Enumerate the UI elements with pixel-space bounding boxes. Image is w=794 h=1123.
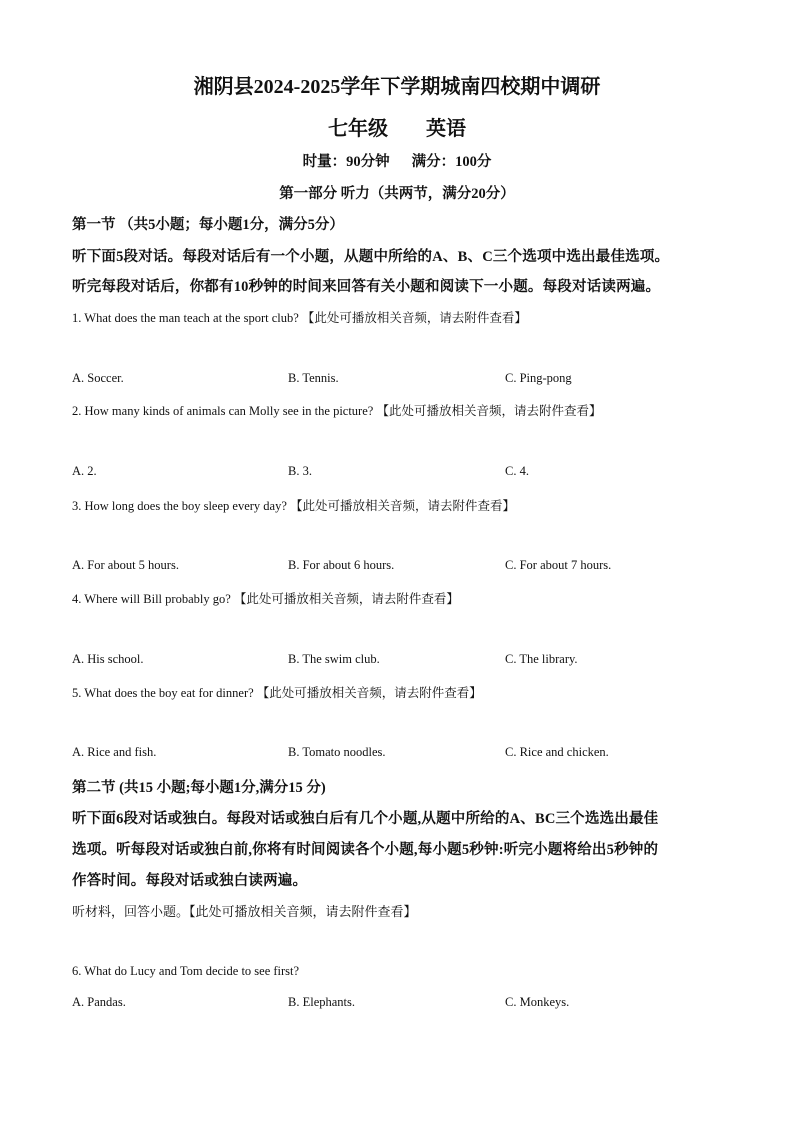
- question-6: 6. What do Lucy and Tom decide to see first?: [72, 964, 300, 978]
- q1-option-a: A. Soccer.: [72, 371, 124, 385]
- part-one-heading: 第一部分 听力（共两节，满分20分）: [279, 186, 515, 202]
- section-two-instruction-3: 作答时间。每段对话或独白读两遍。: [72, 873, 308, 889]
- q5-option-b: B. Tomato noodles.: [288, 745, 386, 759]
- question-5: 5. What does the boy eat for dinner? 【此处可播放相关音频，请去附件查看】: [72, 686, 482, 700]
- audio-note: 【此处可播放相关音频，请去附件查看】: [376, 404, 602, 418]
- q6-option-a: A. Pandas.: [72, 995, 126, 1009]
- audio-note: 【此处可播放相关音频，请去附件查看】: [256, 686, 482, 700]
- q4-option-c: C. The library.: [505, 652, 578, 666]
- grade-label: 七年级: [328, 118, 388, 140]
- section-one-instruction-2: 听完每段对话后，你都有10秒钟的时间来回答有关小题和阅读下一小题。每段对话读两遍。: [72, 279, 661, 295]
- q3-option-b: B. For about 6 hours.: [288, 558, 395, 572]
- audio-note: 【此处可播放相关音频，请去附件查看】: [301, 311, 527, 325]
- audio-note: 【此处可播放相关音频，请去附件查看】: [233, 592, 459, 606]
- time-score-line: [0, 150, 794, 171]
- section-one-heading: 第一节 （共5小题；每小题1分，满分5分）: [72, 217, 344, 233]
- q3-option-c: C. For about 7 hours.: [505, 558, 612, 572]
- q2-option-b: B. 3.: [288, 464, 312, 478]
- subject-label: 英语: [426, 118, 466, 140]
- q3-option-a: A. For about 5 hours.: [72, 558, 179, 572]
- q1-option-c: C. Ping-pong: [505, 371, 572, 385]
- exam-title: 湘阴县2024-2025学年下学期城南四校期中调研: [193, 76, 601, 98]
- q6-option-b: B. Elephants.: [288, 995, 356, 1009]
- section-two-instruction-1: 听下面6段对话或独白。每段对话或独白后有几个小题,从题中所给的A、BC三个选选出最佳: [72, 811, 659, 827]
- time-label: 时量：90分钟: [302, 154, 390, 170]
- q4-option-b: B. The swim club.: [288, 652, 380, 666]
- score-label: 满分：100分: [411, 154, 492, 170]
- question-4: 4. Where will Bill probably go? 【此处可播放相关音频，请去附件查看】: [72, 592, 459, 606]
- material-audio-note: 听材料，回答小题。【此处可播放相关音频，请去附件查看】: [72, 904, 417, 919]
- section-two-heading: 第二节 (共15 小题;每小题1分,满分15 分): [72, 780, 326, 796]
- q2-option-c: C. 4.: [505, 464, 529, 478]
- q2-option-a: A. 2.: [72, 464, 97, 478]
- section-two-instruction-2: 选项。听每段对话或独白前,你将有时间阅读各个小题,每小题5秒钟:听完小题将给出5秒钟的: [72, 842, 659, 858]
- q5-option-c: C. Rice and chicken.: [505, 745, 609, 759]
- q1-option-b: B. Tennis.: [288, 371, 339, 385]
- q4-option-a: A. His school.: [72, 652, 144, 666]
- q6-option-c: C. Monkeys.: [505, 995, 570, 1009]
- question-2: 2. How many kinds of animals can Molly see in the picture? 【此处可播放相关音频，请去附件查看】: [72, 404, 602, 418]
- audio-note: 【此处可播放相关音频，请去附件查看】: [290, 499, 516, 513]
- q5-option-a: A. Rice and fish.: [72, 745, 157, 759]
- question-1: 1. What does the man teach at the sport club? 【此处可播放相关音频，请去附件查看】: [72, 311, 527, 325]
- section-one-instruction-1: 听下面5段对话。每段对话后有一个小题，从题中所给的A、B、C三个选项中选出最佳选项。: [72, 249, 670, 265]
- question-3: 3. How long does the boy sleep every day? 【此处可播放相关音频，请去附件查看】: [72, 499, 516, 513]
- grade-subject-line: [0, 112, 794, 141]
